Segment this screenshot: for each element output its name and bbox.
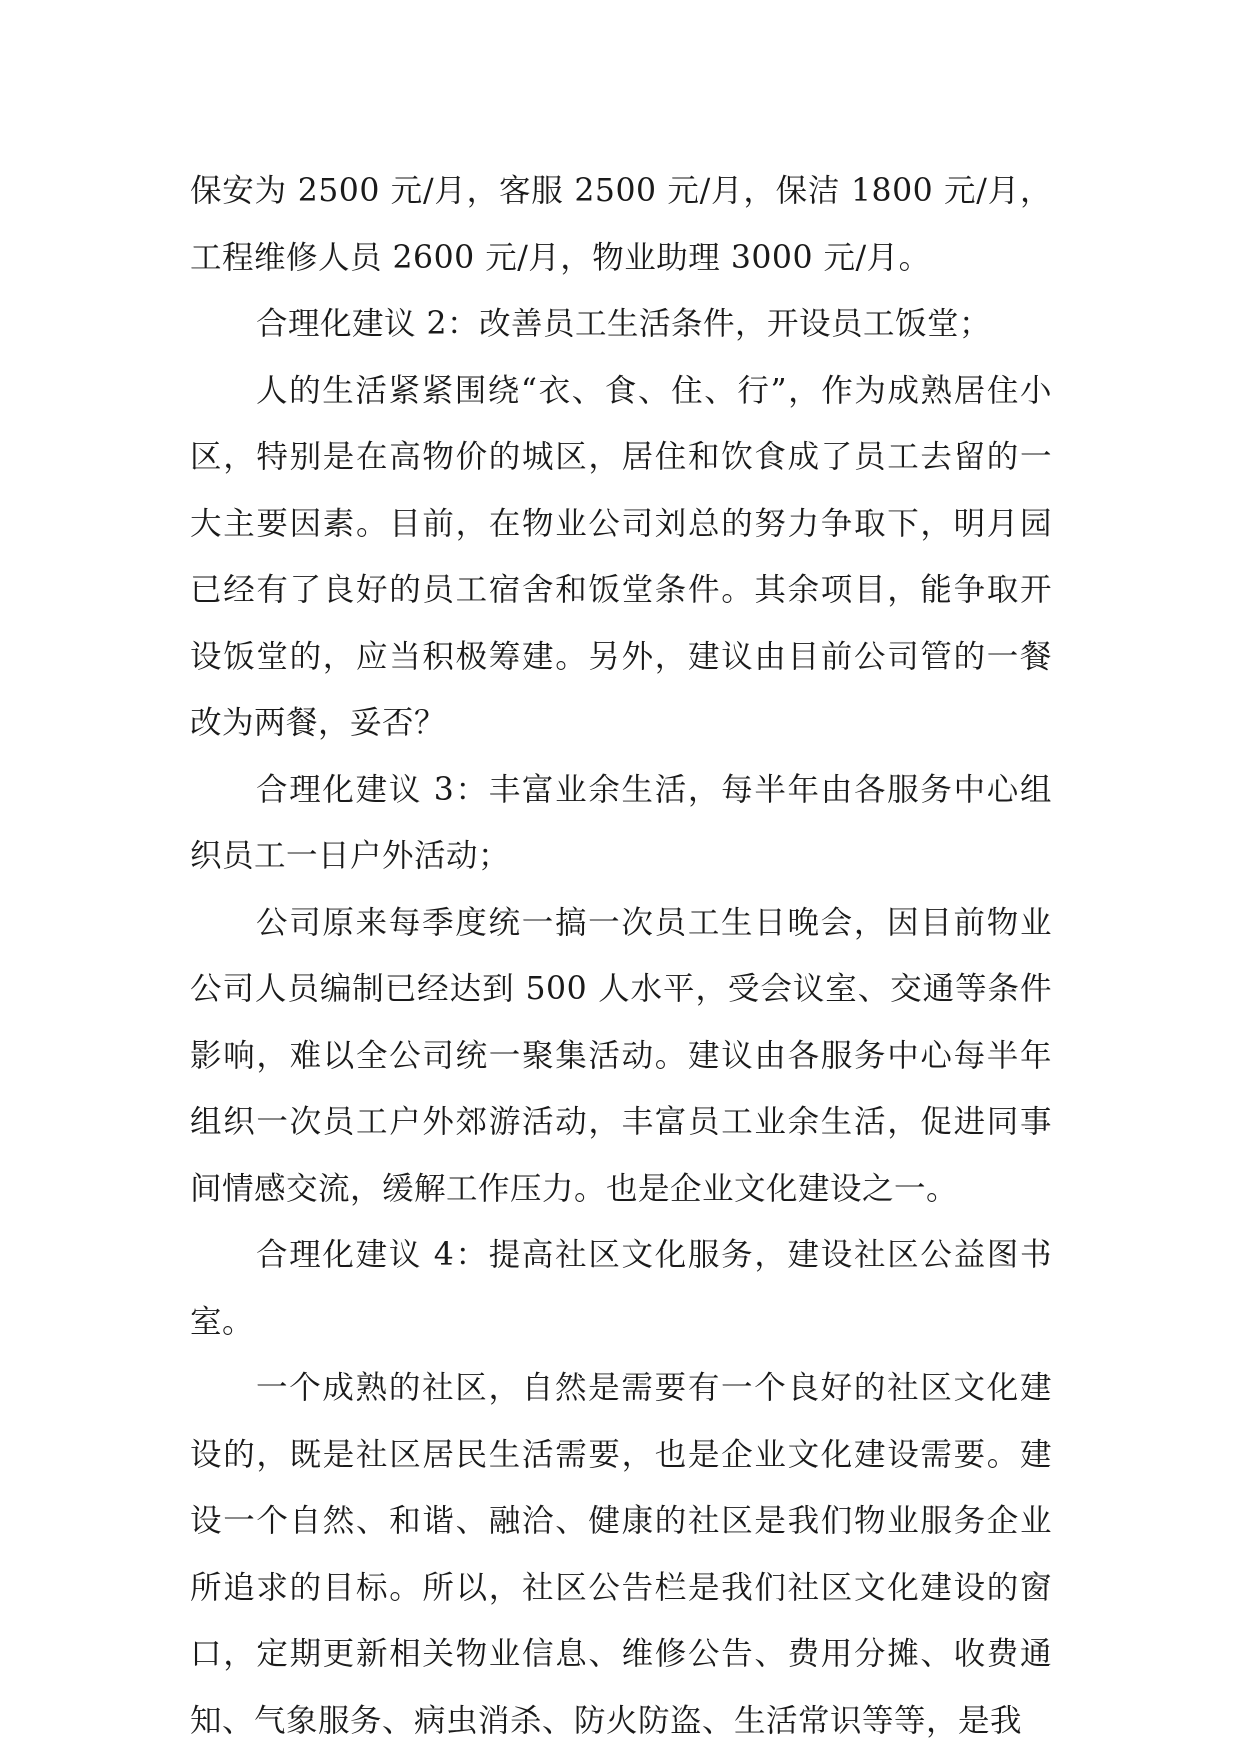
paragraph-suggestion-2-body: 人的生活紧紧围绕“衣、食、住、行”，作为成熟居住小区，特别是在高物价的城区，居住和饮食成了员工去留的一大主要因素。目前，在物业公司刘总的努力争取下，明月园已经有了良好的员工宿舍和饭堂条件。其余项目，能争取开设饭堂的，应当积极筹建。另外，建议由目前公司管的一餐改为两餐，妥否？ [190,372,1052,741]
paragraph-suggestion-4-body: 一个成熟的社区，自然是需要有一个良好的社区文化建设的，既是社区居民生活需要，也是企业文化建设需要。建设一个自然、和谐、融洽、健康的社区是我们物业服务企业所追求的目标。所以，社区公告栏是我们社区文化建设的窗口，定期更新相关物业信息、维修公告、费用分摊、收费通知、气象服务、病虫消杀、防火防盗、生活常识等等，是我 [190,1370,1052,1739]
paragraph-salary-standards: 保安为 2500 元/月，客服 2500 元/月，保洁 1800 元/月，工程维修人员 2600 元/月，物业助理 3000 元/月。 [190,173,1052,276]
paragraph-suggestion-3-body: 公司原来每季度统一搞一次员工生日晚会，因目前物业公司人员编制已经达到 500 人水平，受会议室、交通等条件影响，难以全公司统一聚集活动。建议由各服务中心每半年组织一次员工户外郊游活动，丰富员工业余生活，促进同事间情感交流，缓解工作压力。也是企业文化建设之一。 [190,904,1052,1207]
paragraph-suggestion-4-heading: 合理化建议 4：提高社区文化服务，建设社区公益图书室。 [190,1237,1052,1340]
paragraph-suggestion-3-heading: 合理化建议 3：丰富业余生活，每半年由各服务中心组织员工一日户外活动； [190,771,1052,874]
paragraph-suggestion-2-heading: 合理化建议 2：改善员工生活条件，开设员工饭堂； [256,306,992,342]
document-page [190,158,1052,1754]
